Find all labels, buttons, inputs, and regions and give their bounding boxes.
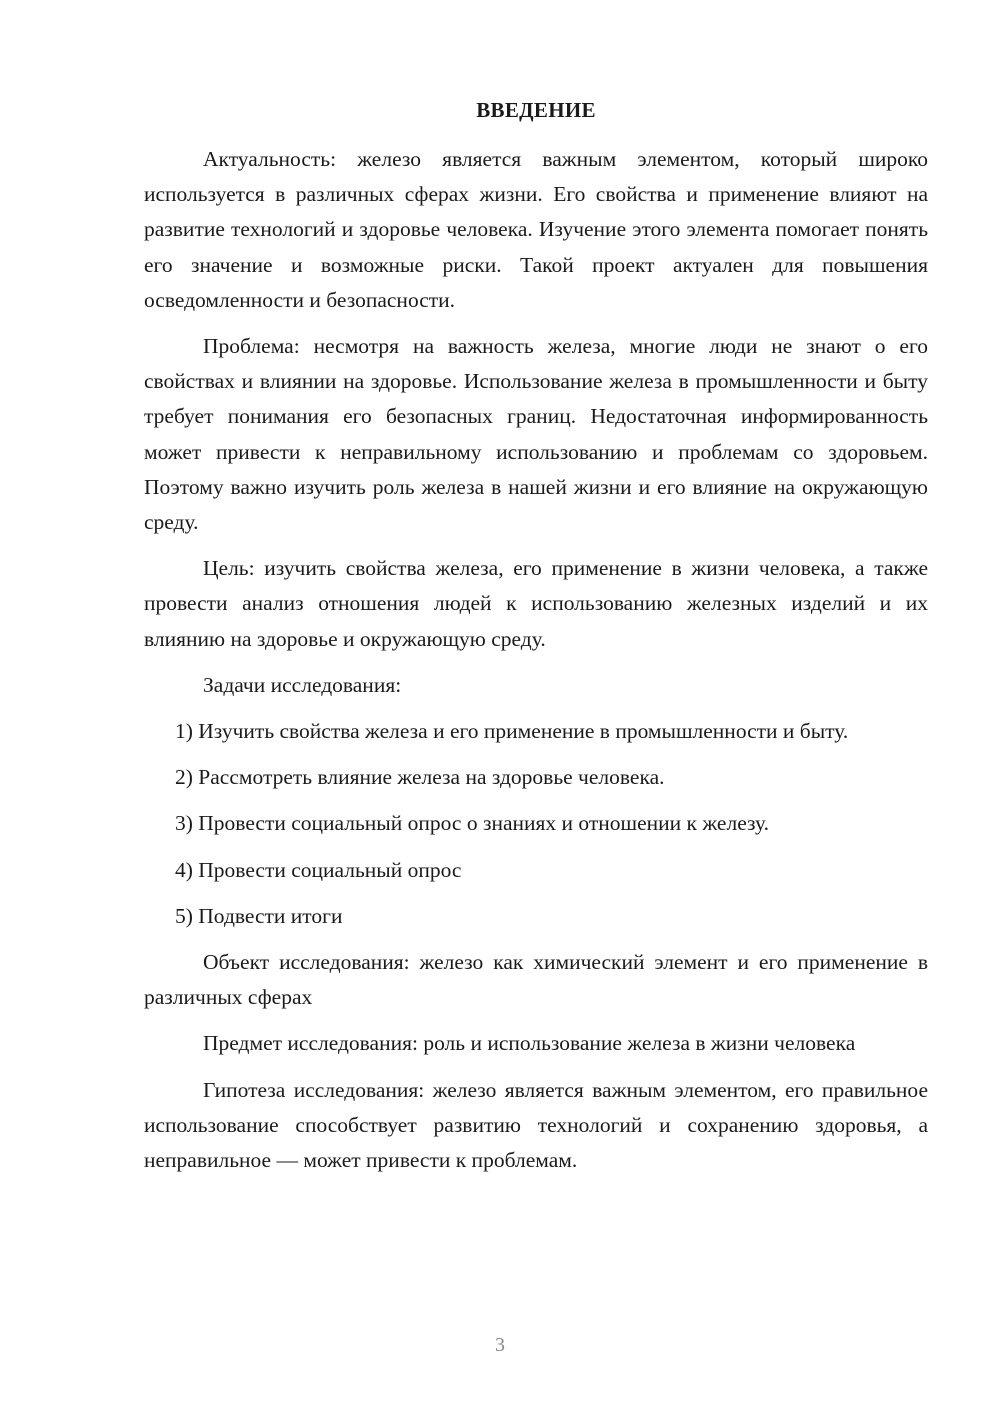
problem-paragraph: Проблема: несмотря на важность железа, многие люди не знают о его свойствах и влиянии на здоровье. Использование железа в промышленности и быту требует понимания его безопасных границ. Недостаточная информированность может привести к неправильному использованию и проблемам со здоровьем. Поэтому важно изучить роль железа в нашей жизни и его влияние на окружающую среду. — [144, 334, 928, 535]
relevance-paragraph: Актуальность: железо является важным элементом, который широко используется в различных сферах жизни. Его свойства и применение влияют на развитие технологий и здоровье человека. Изучение этого элемента помогает понять его значение и возможные риски. Такой проект актуален для повышения осведомленности и безопасности. — [144, 147, 928, 312]
task-item-5: 5) Подвести итоги — [175, 903, 343, 928]
subject-paragraph: Предмет исследования: роль и использование железа в жизни человека — [203, 1031, 856, 1056]
page-title: ВВЕДЕНИЕ — [476, 98, 596, 122]
task-item-1: 1) Изучить свойства железа и его применение в промышленности и быту. — [175, 719, 849, 744]
document-page — [144, 94, 928, 1189]
hypothesis-paragraph: Гипотеза исследования: железо является важным элементом, его правильное использование способствует развитию технологий и сохранению здоровья, а неправильное — может привести к проблемам. — [144, 1077, 928, 1173]
task-item-3: 3) Провести социальный опрос о знаниях и отношении к железу. — [175, 811, 770, 836]
tasks-heading: Задачи исследования: — [203, 672, 402, 697]
page-number: 3 — [495, 1334, 505, 1356]
goal-paragraph: Цель: изучить свойства железа, его применение в жизни человека, а также провести анализ отношения людей к использованию железных изделий и их влиянию на здоровье и окружающую среду. — [144, 556, 928, 651]
task-item-2: 2) Рассмотреть влияние железа на здоровье человека. — [175, 765, 665, 790]
task-item-4: 4) Провести социальный опрос — [175, 857, 462, 882]
object-paragraph: Объект исследования: железо как химический элемент и его применение в различных сферах — [144, 950, 928, 1010]
